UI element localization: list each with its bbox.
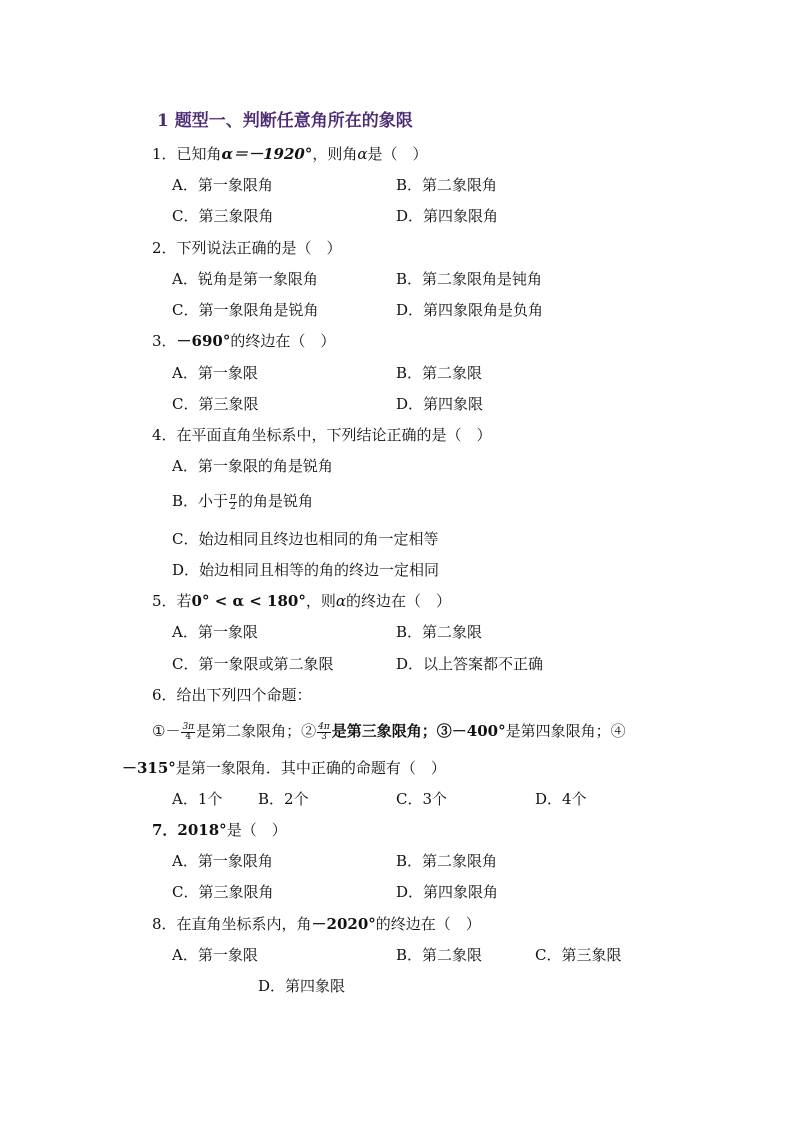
q6-text: 是第二象限角；② [196, 722, 317, 740]
q8-math: －2020° [311, 915, 376, 933]
question-5-stem [152, 591, 451, 611]
q8-text: 8．在直角坐标系内，角 [152, 915, 312, 933]
q7-option-c: C．第三象限角 [172, 883, 274, 901]
q1-text: ，则角 [312, 145, 358, 163]
q2-option-b: B．第二象限角是钝角 [396, 270, 543, 288]
q1-text: 是（ ） [367, 145, 428, 163]
fraction-numerator: 4π [318, 721, 330, 732]
q8-text: 的终边在（ ） [375, 915, 481, 933]
q8-option-d: D．第四象限 [258, 977, 346, 995]
q6-text: 是第一象限角．其中正确的命题有（ ） [175, 759, 446, 777]
q5-math: 0° < α < 180° [191, 592, 306, 610]
question-8-stem [152, 914, 481, 934]
question-1-stem [152, 144, 428, 164]
q5-option-c: C．第一象限或第二象限 [172, 655, 334, 673]
q8-option-b: B．第二象限 [396, 946, 483, 964]
q6-option-d: D．4个 [535, 790, 587, 808]
q2-option-c: C．第一象限角是锐角 [172, 301, 319, 319]
q1-option-d: D．第四象限角 [396, 207, 499, 225]
fraction-denominator: 4 [185, 731, 192, 742]
q5-text: 的终边在（ ） [346, 592, 452, 610]
fraction-numerator: π [230, 491, 236, 502]
q1-text: 1．已知角 [152, 145, 222, 163]
q7-text: 是（ ） [226, 821, 287, 839]
q6-propositions-line-1 [152, 721, 626, 742]
q2-option-a: A．锐角是第一象限角 [172, 270, 318, 288]
q6-text: 是第三象限角；③－400° [331, 722, 506, 740]
fraction-numerator: 3π [182, 721, 195, 732]
q8-option-c: C．第三象限 [535, 946, 622, 964]
q4-option-b [172, 491, 313, 512]
q5-var: α [335, 592, 347, 610]
question-6-stem: 6．给出下列四个命题： [152, 686, 312, 704]
q6-math: －315° [122, 759, 176, 777]
q3-option-c: C．第三象限 [172, 395, 259, 413]
q1-option-b: B．第二象限角 [396, 176, 498, 194]
q5-text: 5．若 [152, 592, 192, 610]
q2-option-d: D．第四象限角是负角 [396, 301, 544, 319]
q3-option-a: A．第一象限 [172, 364, 258, 382]
q7-option-a: A．第一象限角 [172, 852, 273, 870]
question-4-stem: 4．在平面直角坐标系中，下列结论正确的是（ ） [152, 426, 492, 444]
fraction [181, 723, 195, 742]
question-3-stem [152, 331, 335, 351]
question-7-stem [152, 820, 287, 840]
fraction [317, 723, 331, 742]
q1-math: α＝－1920° [221, 145, 313, 163]
fraction-denominator: 2 [230, 501, 236, 512]
q6-propositions-line-2 [122, 758, 446, 778]
fraction [229, 493, 237, 512]
section-title: 1 题型一、判断任意角所在的象限 [157, 111, 413, 131]
q6-text: 是第四象限角；④ [505, 722, 626, 740]
q1-option-a: A．第一象限角 [172, 176, 273, 194]
q4-option-a: A．第一象限的角是锐角 [172, 457, 333, 475]
q7-option-b: B．第二象限角 [396, 852, 498, 870]
q3-text: 3． [152, 332, 177, 350]
q4-option-b-text: 的角是锐角 [237, 492, 313, 510]
q6-text: ①－ [152, 722, 181, 740]
question-2-stem: 2．下列说法正确的是（ ） [152, 239, 342, 257]
q1-option-c: C．第三象限角 [172, 207, 274, 225]
q1-var: α [357, 145, 368, 163]
q3-option-b: B．第二象限 [396, 364, 483, 382]
fraction-denominator: 3 [321, 731, 327, 742]
q5-option-d: D．以上答案都不正确 [396, 655, 544, 673]
q5-text: ，则 [305, 592, 336, 610]
q6-option-a: A．1个 [172, 790, 223, 808]
q6-option-b: B．2个 [258, 790, 309, 808]
q7-math: 7．2018° [152, 821, 227, 839]
q4-option-b-text: B．小于 [172, 492, 229, 510]
q6-option-c: C．3个 [396, 790, 448, 808]
q3-math: －690° [176, 332, 231, 350]
q8-option-a: A．第一象限 [172, 946, 258, 964]
q4-option-d: D．始边相同且相等的角的终边一定相同 [172, 561, 440, 579]
q3-text: 的终边在（ ） [230, 332, 336, 350]
q7-option-d: D．第四象限角 [396, 883, 499, 901]
q5-option-b: B．第二象限 [396, 623, 483, 641]
q5-option-a: A．第一象限 [172, 623, 258, 641]
q4-option-c: C．始边相同且终边也相同的角一定相等 [172, 530, 439, 548]
q3-option-d: D．第四象限 [396, 395, 484, 413]
